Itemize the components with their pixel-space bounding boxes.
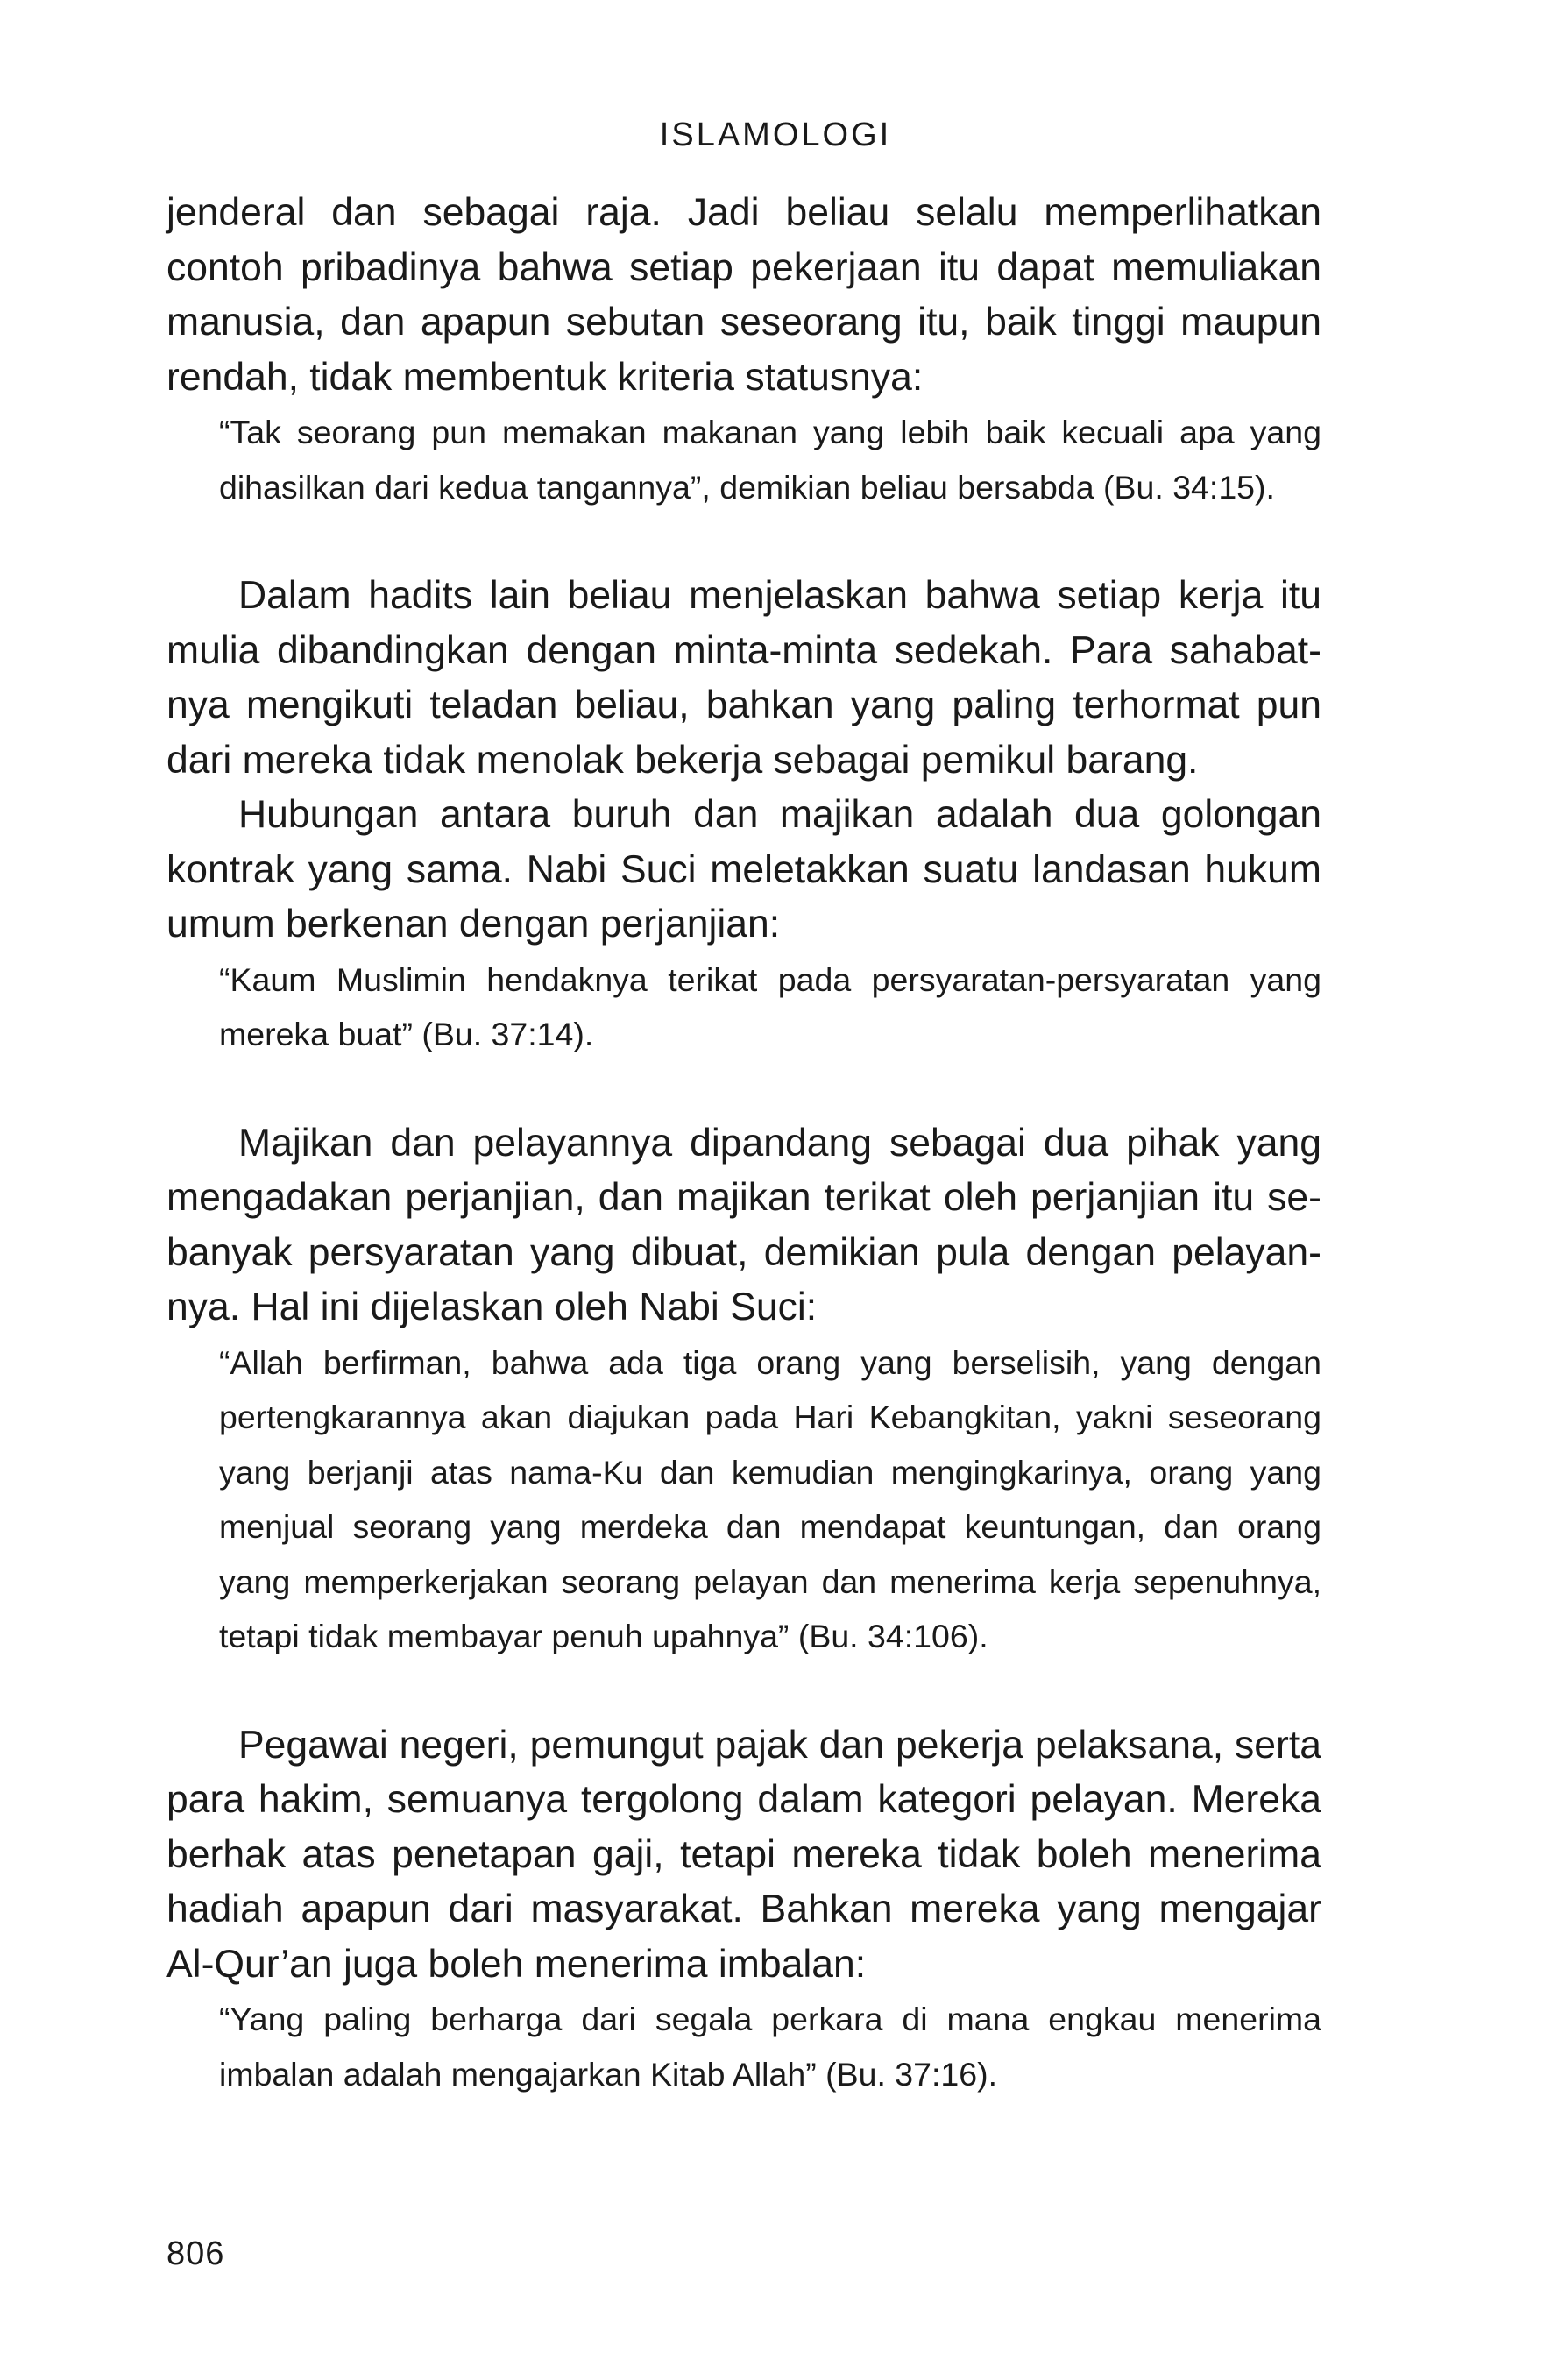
paragraph-continued: jenderal dan sebagai raja. Jadi beliau selalu memperlihatkan contoh pribadinya bahwa setiap pekerjaan itu dapat memuliakan manusia, dan apapun sebutan seseorang itu, baik tinggi maupun rendah, tidak membentuk kriteria statusnya: (166, 191, 1321, 399)
page-body (166, 186, 1321, 2101)
paragraph-civil-servants: Pegawai negeri, pemungut pajak dan pekerja pelaksana, serta para hakim, semuanya tergolong dalam kategori pelayan. Mereka berhak atas penetapan gaji, tetapi mereka tidak boleh menerima hadiah apapun dari masyarakat. Bahkan mereka yang mengajar Al-Qur’an juga boleh menerima imbalan: (166, 1723, 1321, 1986)
hadith-quote-3: “Allah berfirman, bahwa ada tiga orang yang berselisih, yang dengan pertengkarannya akan diajukan pada Hari Kebangkitan, yakni seseorang yang berjanji atas nama-Ku dan kemudian mengingkarinya, orang yang menjual seorang yang merdeka dan mendapat keuntungan, dan orang yang memperkerjakan seorang pelayan dan menerima kerja sepenuhnya, tetapi tidak membayar penuh upahnya” (Bu. 34:106). (219, 1343, 1321, 1654)
hadith-quote-4: “Yang paling berharga dari segala perkara di mana engkau menerima imbalan adalah mengajarkan Kitab Allah” (Bu. 37:16). (219, 2001, 1321, 2093)
paragraph-contract-parties: Majikan dan pelayannya dipandang sebagai dua pihak yang mengadakan perjanjian, dan majikan terikat oleh perjanjian itu sebanyak persyaratan yang dibuat, demikian pula dengan pelayannya. Hal ini dijelaskan oleh Nabi Suci: (166, 1121, 1321, 1328)
paragraph-employer-relation: Hubungan antara buruh dan majikan adalah dua golongan kontrak yang sama. Nabi Suci meletakkan suatu landasan hukum umum berkenan dengan perjanjian: (166, 793, 1321, 946)
page-number: 806 (166, 2235, 225, 2272)
running-head: ISLAMOLOGI (659, 117, 892, 153)
hadith-quote-2: “Kaum Muslimin hendaknya terikat pada persyaratan-persyaratan yang mereka buat” (Bu. 37:14). (219, 960, 1321, 1052)
hadith-quote-1: “Tak seorang pun memakan makanan yang lebih baik kecuali apa yang dihasilkan dari kedua tangannya”, demikian beliau bersabda (Bu. 34:15). (219, 414, 1321, 506)
paragraph-work-dignity: Dalam hadits lain beliau menjelaskan bahwa setiap kerja itu mulia dibandingkan dengan minta-minta sedekah. Para sahabatnya mengikuti teladan beliau, bahkan yang paling terhormat pun dari mereka tidak menolak bekerja sebagai pemikul barang. (166, 574, 1321, 782)
